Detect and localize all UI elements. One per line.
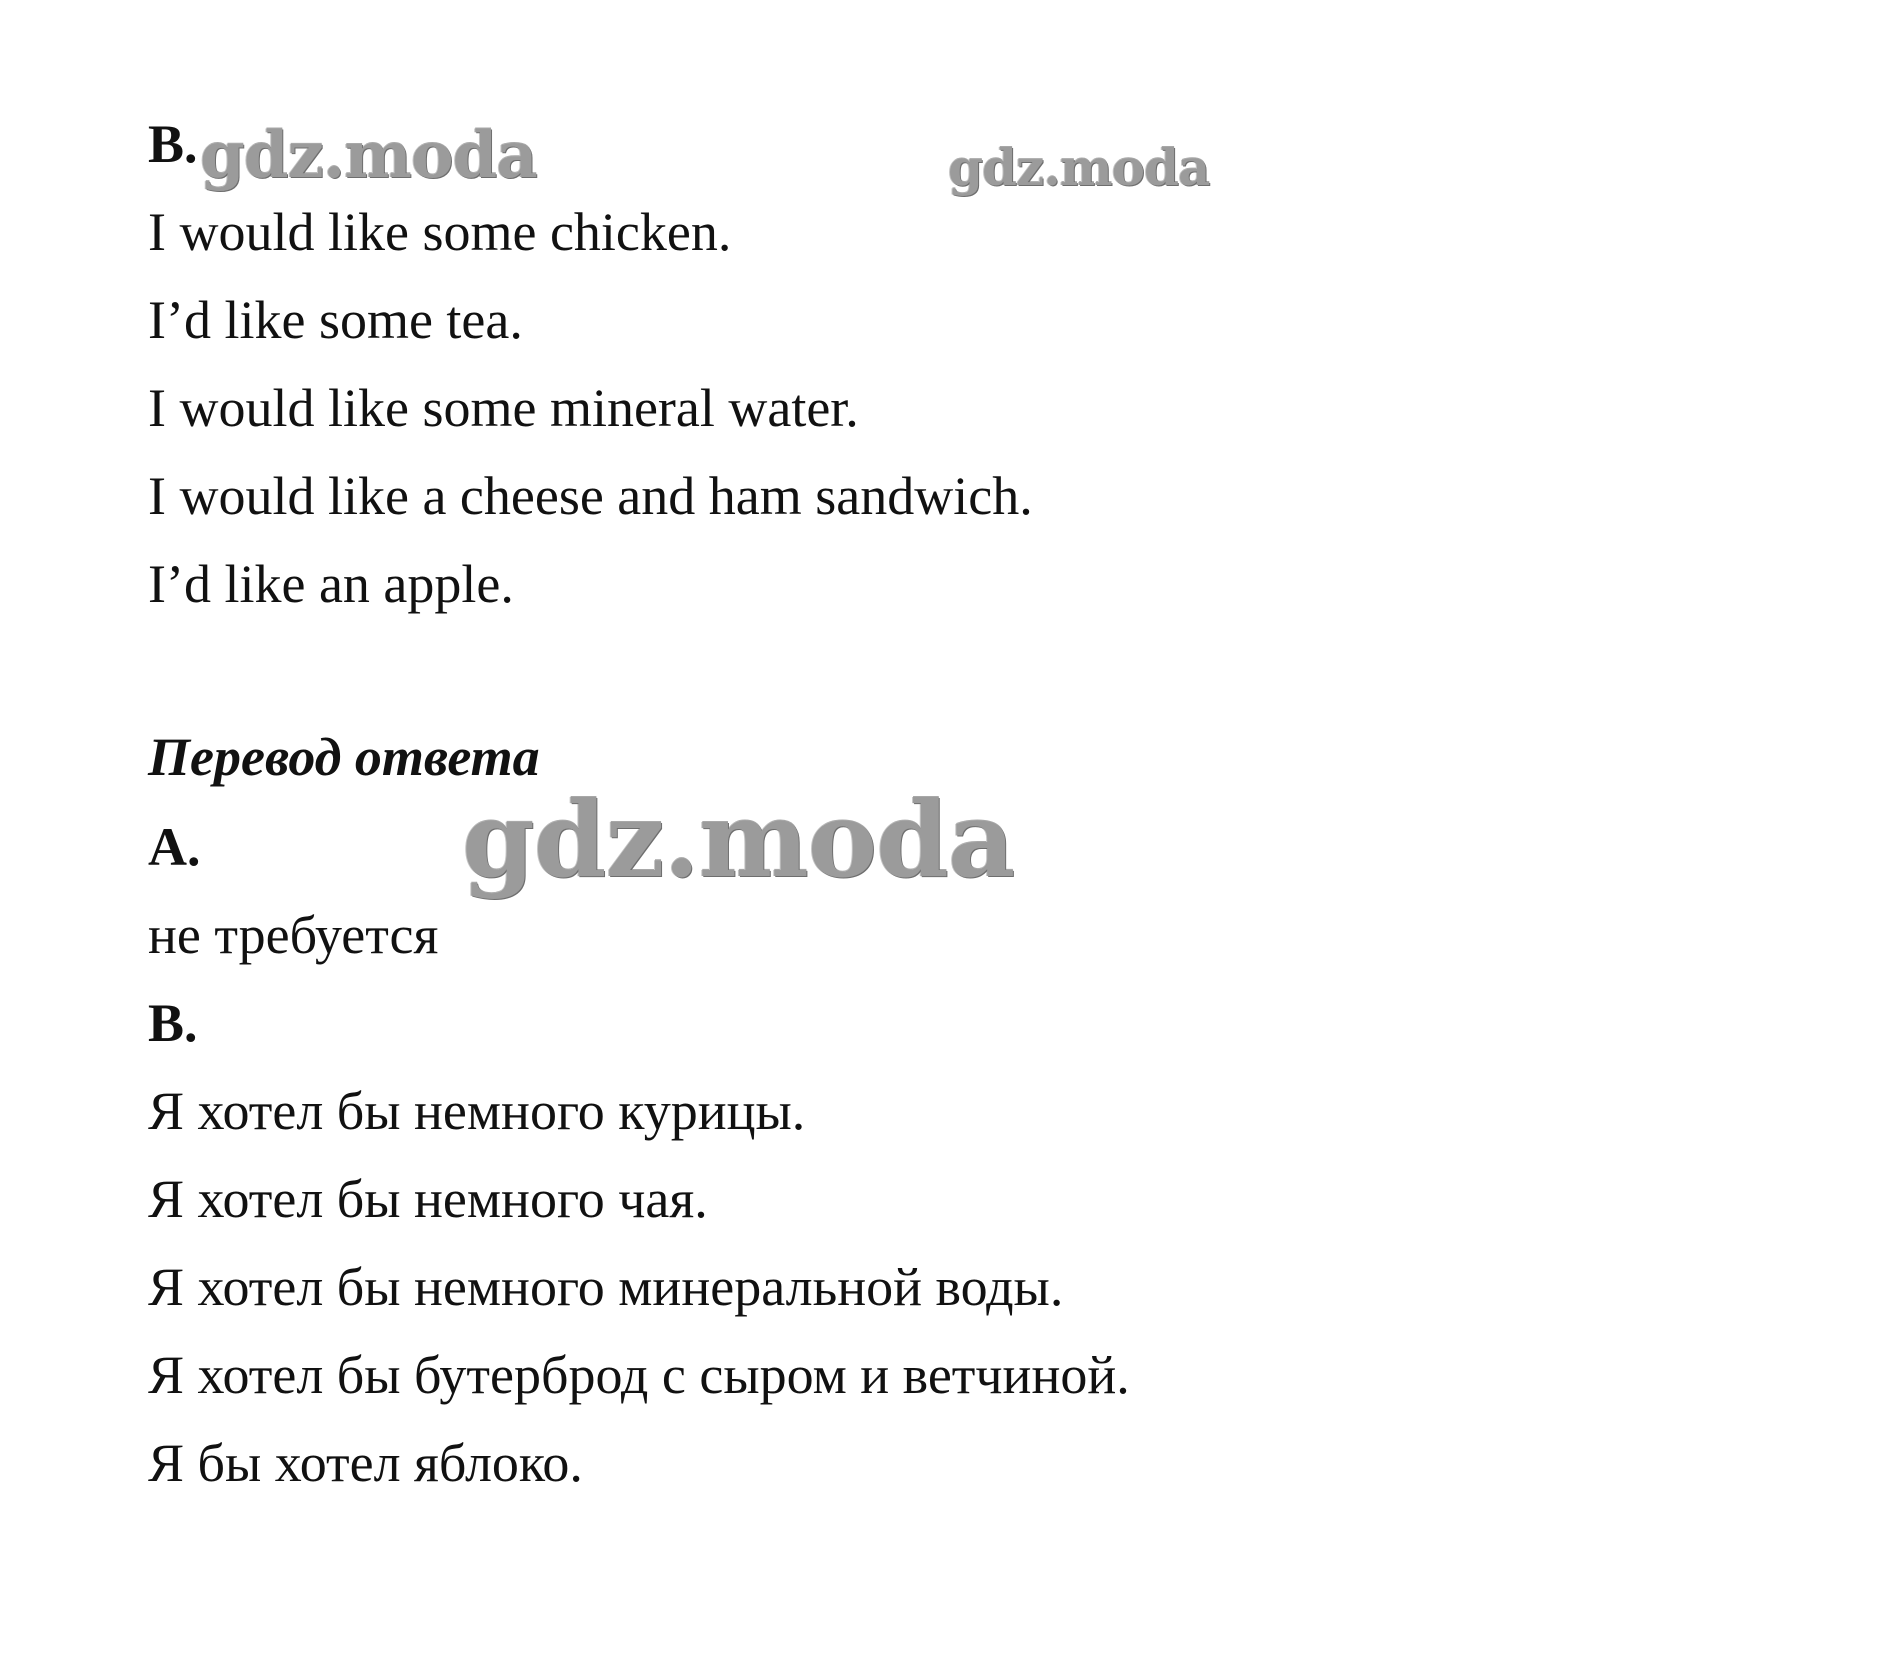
section-b-label: B. bbox=[148, 114, 198, 174]
watermark: gdz.moda bbox=[462, 778, 1015, 901]
russian-answer-1: Я хотел бы немного курицы. bbox=[148, 1081, 806, 1141]
english-answer-4: I would like a cheese and ham sandwich. bbox=[148, 466, 1033, 526]
section-a-label: A. bbox=[148, 817, 201, 877]
english-answer-3: I would like some mineral water. bbox=[148, 378, 859, 438]
russian-answer-3: Я хотел бы немного минеральной воды. bbox=[148, 1257, 1064, 1317]
russian-answer-2: Я хотел бы немного чая. bbox=[148, 1169, 708, 1229]
translation-heading: Перевод ответа bbox=[148, 727, 540, 787]
english-answer-1: I would like some chicken. bbox=[148, 202, 732, 262]
english-answer-2: I’d like some tea. bbox=[148, 290, 523, 350]
watermark: gdz.moda bbox=[948, 138, 1210, 197]
english-answer-5: I’d like an apple. bbox=[148, 554, 514, 614]
section-a-text: не требуется bbox=[148, 905, 439, 965]
watermark: gdz.moda bbox=[200, 118, 537, 193]
section-b2-label: B. bbox=[148, 993, 198, 1053]
russian-answer-4: Я хотел бы бутерброд с сыром и ветчиной. bbox=[148, 1345, 1130, 1405]
russian-answer-5: Я бы хотел яблоко. bbox=[148, 1433, 583, 1493]
